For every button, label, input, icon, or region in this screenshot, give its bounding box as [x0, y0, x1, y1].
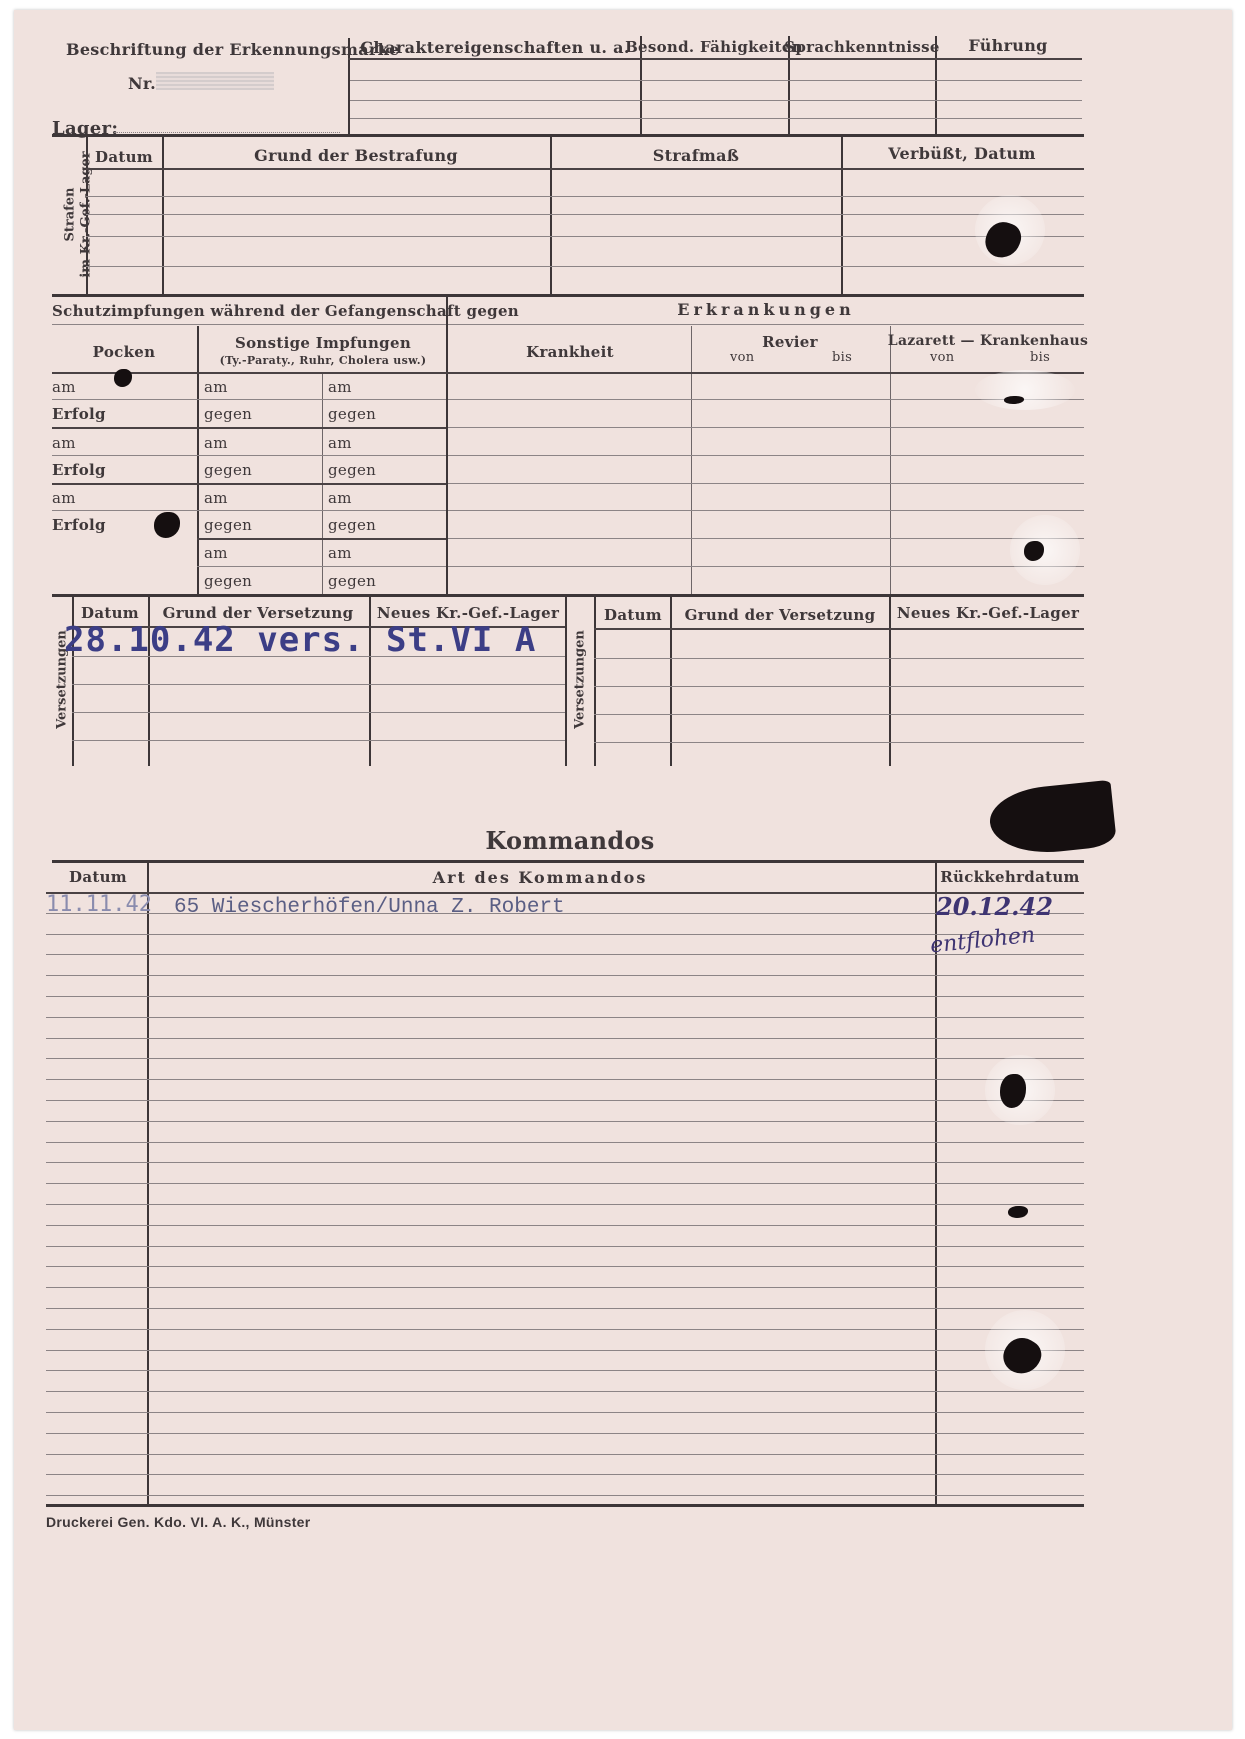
kommando-entry-rueckkehr-note: entflohen	[928, 922, 1037, 959]
sonstige-am-3a: am	[204, 489, 228, 507]
kommandos-row-line	[46, 1287, 1084, 1288]
kommandos-art-header: Art des Kommandos	[432, 868, 648, 887]
fuehrung-header: Führung	[968, 36, 1048, 55]
nr-label: Nr.	[128, 74, 157, 93]
sprachen-header: Sprachkenntnisse	[784, 38, 940, 56]
revier-bis: bis	[832, 350, 853, 365]
lager-field	[114, 132, 340, 133]
erkrankungen-title: Erkrankungen	[677, 300, 855, 319]
sonstige-gegen-4b: gegen	[328, 572, 377, 590]
kommandos-row-line	[46, 954, 1084, 955]
sonstige-am-4b: am	[328, 544, 352, 562]
kommandos-row-line	[46, 1058, 1084, 1059]
revier-header: Revier	[762, 333, 818, 351]
sonstige-header: Sonstige Impfungen	[234, 334, 412, 352]
lazarett-bis: bis	[1030, 350, 1051, 365]
verbuesst-header: Verbüßt, Datum	[888, 144, 1036, 163]
strafen-side-label-2: im Kr.-Gef.-Lager	[78, 151, 94, 278]
pocken-erfolg-1: Erfolg	[52, 405, 106, 423]
sonstige-am-2a: am	[204, 434, 228, 452]
kommandos-row-line	[46, 1495, 1084, 1496]
kommandos-row-line	[46, 1308, 1084, 1309]
revier-von: von	[730, 350, 755, 365]
kommandos-row-line	[46, 975, 1084, 976]
versetzung-stamp: 28.10.42 vers. St.VI A	[64, 620, 537, 660]
pocken-am-2: am	[52, 434, 76, 452]
vers-grund-header-left: Grund der Versetzung	[162, 604, 354, 622]
kommandos-row-line	[46, 996, 1084, 997]
versetzungen-side-label-left: Versetzungen	[54, 630, 70, 729]
vers-lager-header-left: Neues Kr.-Gef.-Lager	[376, 604, 560, 622]
strafen-grund-header: Grund der Bestrafung	[254, 146, 458, 165]
sonstige-gegen-1a: gegen	[204, 405, 253, 423]
sonstige-gegen-2a: gegen	[204, 461, 253, 479]
kommandos-row-line	[46, 1370, 1084, 1371]
kommandos-row-line	[46, 1474, 1084, 1475]
pocken-am-1: am	[52, 378, 76, 396]
krankheit-header: Krankheit	[526, 343, 614, 361]
kommandos-row-line	[46, 1246, 1084, 1247]
sonstige-gegen-3a: gegen	[204, 516, 253, 534]
kommandos-row-line	[46, 1079, 1084, 1080]
kommandos-row-line	[46, 1329, 1084, 1330]
lager-label: Lager:	[52, 118, 119, 139]
kommandos-row-line	[46, 1266, 1084, 1267]
nr-redacted-field	[156, 72, 274, 90]
vers-datum-header-right: Datum	[604, 606, 662, 624]
kommandos-row-line	[46, 1100, 1084, 1101]
sonstige-gegen-4a: gegen	[204, 572, 253, 590]
kommandos-row-line	[46, 1204, 1084, 1205]
sonstige-sub-header: (Ty.-Paraty., Ruhr, Cholera usw.)	[219, 354, 427, 367]
kommandos-row-line	[46, 892, 1084, 894]
kommandos-row-line	[46, 1350, 1084, 1351]
kommandos-rueckkehr-header: Rückkehrdatum	[940, 868, 1080, 886]
kommandos-row-line	[46, 1433, 1084, 1434]
kommandos-row-line	[46, 1454, 1084, 1455]
faehigkeiten-header: Besond. Fähigkeiten	[625, 38, 803, 56]
versetzungen-side-label-right: Versetzungen	[572, 630, 588, 729]
kommandos-row-line	[46, 1121, 1084, 1122]
kommandos-row-line	[46, 1038, 1084, 1039]
kommando-entry-rueckkehr: 20.12.42	[936, 892, 1053, 921]
kommandos-row-line	[46, 1142, 1084, 1143]
strafen-datum-header: Datum	[95, 148, 153, 166]
strafmass-header: Strafmaß	[652, 146, 740, 165]
kommandos-row-line	[46, 1162, 1084, 1163]
sonstige-gegen-1b: gegen	[328, 405, 377, 423]
strafen-side-label-1: Strafen	[62, 187, 78, 242]
pocken-erfolg-3: Erfolg	[52, 516, 106, 534]
kommandos-row-line	[46, 1225, 1084, 1226]
erkennungsmarke-label: Beschriftung der Erkennungsmarke	[66, 40, 400, 59]
vers-grund-header-right: Grund der Versetzung	[684, 606, 876, 624]
kommandos-row-line	[46, 1183, 1084, 1184]
kommandos-row-line	[46, 1412, 1084, 1413]
pocken-header: Pocken	[92, 343, 156, 361]
sonstige-am-4a: am	[204, 544, 228, 562]
sonstige-am-1b: am	[328, 378, 352, 396]
kommando-entry-datum: 11.11.42	[46, 892, 152, 917]
sonstige-gegen-3b: gegen	[328, 516, 377, 534]
vers-lager-header-right: Neues Kr.-Gef.-Lager	[896, 604, 1080, 622]
pocken-erfolg-2: Erfolg	[52, 461, 106, 479]
kommandos-datum-header: Datum	[69, 868, 127, 886]
sonstige-am-2b: am	[328, 434, 352, 452]
kommandos-row-line	[46, 1017, 1084, 1018]
kommando-entry-art: 65 Wiescherhöfen/Unna Z. Robert	[174, 896, 565, 919]
lazarett-header: Lazarett — Krankenhaus	[887, 333, 1089, 349]
printer-footer: Druckerei Gen. Kdo. VI. A. K., Münster	[46, 1514, 311, 1530]
kommandos-title: Kommandos	[485, 826, 655, 855]
sonstige-am-1a: am	[204, 378, 228, 396]
sonstige-gegen-2b: gegen	[328, 461, 377, 479]
sonstige-am-3b: am	[328, 489, 352, 507]
charakter-header: Charaktereigenschaften u. a.	[360, 38, 630, 57]
pocken-am-3: am	[52, 489, 76, 507]
vers-datum-header-left: Datum	[81, 604, 139, 622]
impfungen-title: Schutzimpfungen während der Gefangenschaft gegen	[52, 302, 520, 320]
lazarett-von: von	[930, 350, 955, 365]
kommandos-row-line	[46, 1391, 1084, 1392]
